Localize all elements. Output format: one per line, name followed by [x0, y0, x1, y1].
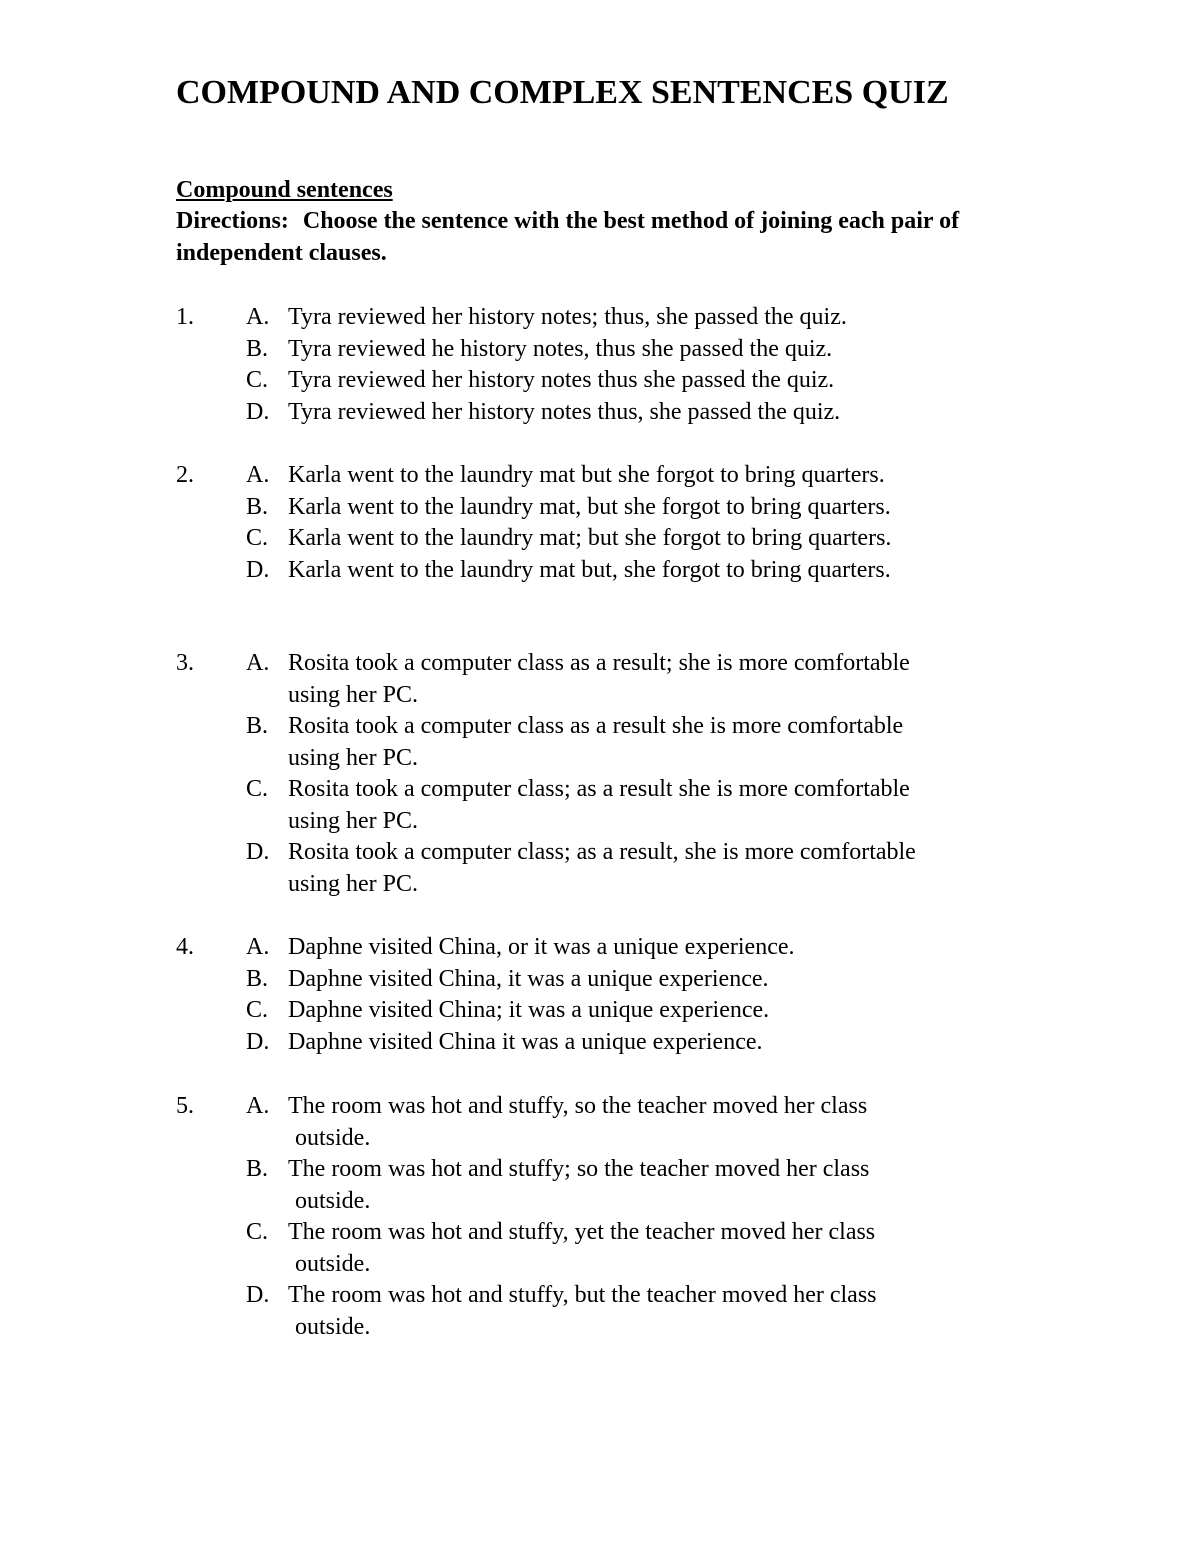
option-text-continued: using her PC. — [288, 807, 419, 834]
option-text-continued: using her PC. — [288, 870, 419, 897]
option-letter: D. — [246, 556, 270, 583]
question-5 — [176, 1091, 1036, 1343]
answer-option-b[interactable] — [176, 334, 1036, 366]
option-text: Rosita took a computer class as a result she is more comfortable — [288, 713, 904, 739]
section-heading: Compound sentences — [176, 177, 393, 203]
answer-option-c[interactable] — [176, 774, 1036, 837]
option-letter: C. — [246, 525, 269, 551]
answer-options — [176, 932, 1036, 1058]
answer-option-c[interactable] — [176, 365, 1036, 397]
answer-option-d[interactable] — [176, 1280, 1036, 1343]
option-letter: A. — [246, 650, 270, 676]
answer-option-c[interactable] — [176, 523, 1036, 555]
question-1 — [176, 302, 1036, 428]
option-text: Daphne visited China, it was a unique experience. — [288, 965, 769, 992]
option-letter: B. — [246, 965, 269, 992]
answer-options — [176, 648, 1036, 900]
option-text: Karla went to the laundry mat but she forgot to bring quarters. — [288, 462, 885, 488]
question-4 — [176, 932, 1036, 1058]
answer-option-b[interactable] — [176, 1154, 1036, 1217]
directions-text: Choose the sentence with the best method of joining each pair of independent clauses. — [176, 208, 960, 266]
option-letter: A. — [246, 462, 270, 488]
option-text-continued: using her PC. — [288, 681, 419, 708]
answer-option-c[interactable] — [176, 1217, 1036, 1280]
answer-options — [176, 1091, 1036, 1343]
directions — [176, 206, 1016, 269]
answer-option-c[interactable] — [176, 995, 1036, 1027]
directions-label: Directions: — [176, 208, 289, 234]
question-number: 3. — [176, 650, 194, 676]
option-letter: A. — [246, 304, 270, 330]
answer-option-a[interactable] — [176, 648, 1036, 711]
option-text: Daphne visited China; it was a unique experience. — [288, 997, 770, 1023]
option-letter: B. — [246, 1156, 269, 1182]
option-letter: B. — [246, 335, 269, 362]
answer-option-a[interactable] — [176, 1091, 1036, 1154]
option-text-continued: using her PC. — [288, 744, 419, 771]
answer-option-d[interactable] — [176, 555, 1036, 587]
page-title: COMPOUND AND COMPLEX SENTENCES QUIZ — [176, 74, 949, 111]
option-text: Tyra reviewed her history notes thus, she passed the quiz. — [288, 398, 841, 425]
answer-option-d[interactable] — [176, 837, 1036, 900]
option-text: Tyra reviewed her history notes; thus, she passed the quiz. — [288, 304, 847, 330]
option-letter: D. — [246, 1028, 270, 1055]
option-letter: C. — [246, 776, 269, 802]
option-text: Daphne visited China it was a unique experience. — [288, 1028, 763, 1055]
option-letter: C. — [246, 1219, 269, 1245]
option-letter: D. — [246, 398, 270, 425]
answer-option-b[interactable] — [176, 492, 1036, 524]
answer-option-b[interactable] — [176, 711, 1036, 774]
option-text: The room was hot and stuffy, so the teacher moved her class — [288, 1093, 868, 1119]
answer-option-a[interactable] — [176, 932, 1036, 964]
option-text: Rosita took a computer class as a result; she is more comfortable — [288, 650, 910, 676]
option-letter: D. — [246, 1282, 270, 1308]
answer-options — [176, 302, 1036, 428]
option-text: Rosita took a computer class; as a result she is more comfortable — [288, 776, 910, 802]
option-text: Tyra reviewed he history notes, thus she passed the quiz. — [288, 335, 833, 362]
option-text-continued: outside. — [295, 1187, 371, 1214]
option-text-continued: outside. — [295, 1313, 371, 1340]
option-letter: A. — [246, 1093, 270, 1119]
option-text-continued: outside. — [295, 1250, 371, 1277]
answer-option-a[interactable] — [176, 460, 1036, 492]
question-number: 4. — [176, 934, 194, 960]
option-text: The room was hot and stuffy; so the teacher moved her class — [288, 1156, 870, 1182]
question-number: 1. — [176, 304, 194, 330]
option-letter: B. — [246, 713, 269, 739]
option-text: The room was hot and stuffy, but the teacher moved her class — [288, 1282, 877, 1308]
option-letter: B. — [246, 493, 269, 520]
option-text-continued: outside. — [295, 1124, 371, 1151]
option-text: Karla went to the laundry mat but, she forgot to bring quarters. — [288, 556, 891, 583]
option-letter: A. — [246, 934, 270, 960]
answer-option-d[interactable] — [176, 397, 1036, 429]
option-letter: C. — [246, 367, 269, 393]
option-text: Karla went to the laundry mat; but she forgot to bring quarters. — [288, 525, 892, 551]
option-text: The room was hot and stuffy, yet the teacher moved her class — [288, 1219, 876, 1245]
option-letter: D. — [246, 839, 270, 865]
answer-option-a[interactable] — [176, 302, 1036, 334]
question-2 — [176, 460, 1036, 586]
option-text: Daphne visited China, or it was a unique experience. — [288, 934, 795, 960]
option-letter: C. — [246, 997, 269, 1023]
answer-options — [176, 460, 1036, 586]
answer-option-b[interactable] — [176, 964, 1036, 996]
question-number: 2. — [176, 462, 194, 488]
question-3 — [176, 648, 1036, 900]
question-number: 5. — [176, 1093, 194, 1119]
answer-option-d[interactable] — [176, 1027, 1036, 1059]
option-text: Rosita took a computer class; as a result, she is more comfortable — [288, 839, 916, 865]
option-text: Tyra reviewed her history notes thus she passed the quiz. — [288, 367, 835, 393]
option-text: Karla went to the laundry mat, but she forgot to bring quarters. — [288, 493, 891, 520]
